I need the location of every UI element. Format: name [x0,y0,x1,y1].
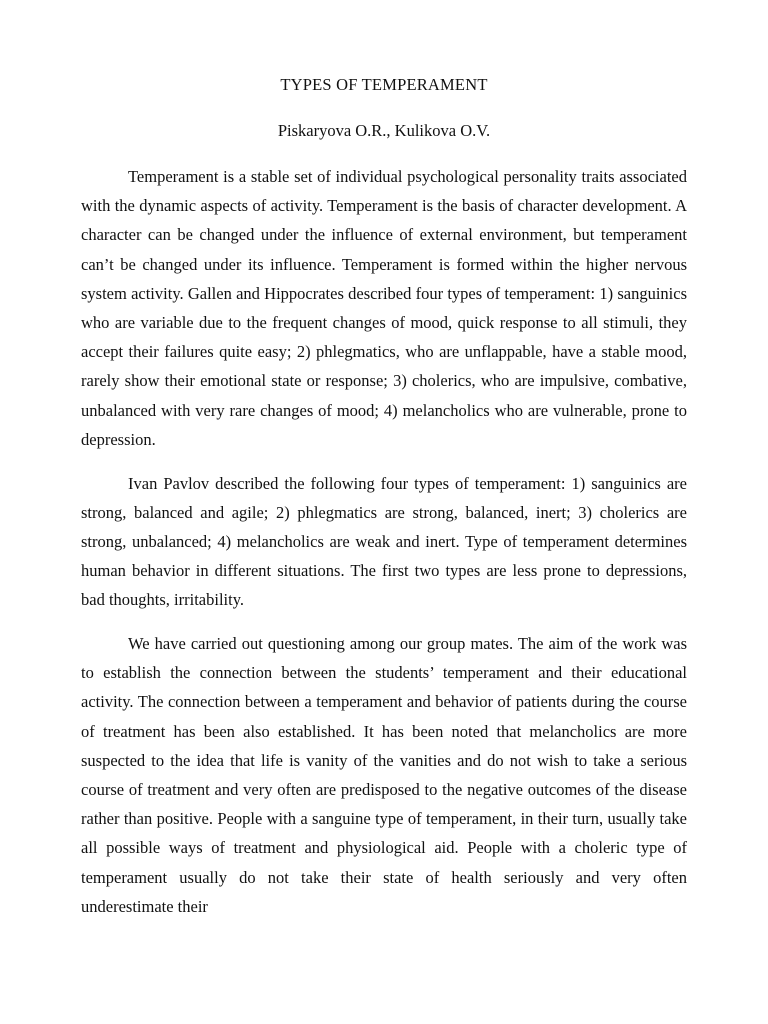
document-title: TYPES OF TEMPERAMENT [280,75,488,94]
paragraph-1: Temperament is a stable set of individual psychological personality traits associated with the dynamic aspects of activity. Temperament is the basis of character development. A character can be changed under the influence of external environment, but temperament can’t be changed under its influence. Temperament is formed within the higher nervous system activity. Gallen and Hippocrates described four types of temperament: 1) sanguinics who are variable due to the frequent changes of mood, quick response to all stimuli, they accept their failures quite easy; 2) phlegmatics, who are unflappable, have a stable mood, rarely show their emotional state or response; 3) cholerics, who are impulsive, combative, unbalanced with very rare changes of mood; 4) melancholics who are vulnerable, prone to depression. [81,167,687,449]
paragraph-3: We have carried out questioning among our group mates. The aim of the work was to establish the connection between the students’ temperament and their educational activity. The connection between a temperament and behavior of patients during the course of treatment has been also established. It has been noted that melancholics are more suspected to the idea that life is vanity of the vanities and do not wish to take a serious course of treatment and very often are predisposed to the negative outcomes of the disease rather than positive. People with a sanguine type of temperament, in their turn, usually take all possible ways of treatment and physiological aid. People with a choleric type of temperament usually do not take their state of health seriously and very often underestimate their [81,634,687,916]
paragraph-2: Ivan Pavlov described the following four types of temperament: 1) sanguinics are strong, balanced and agile; 2) phlegmatics are strong, balanced, inert; 3) cholerics are strong, unbalanced; 4) melancholics are weak and inert. Type of temperament determines human behavior in different situations. The first two types are less prone to depressions, bad thoughts, irritability. [81,473,687,610]
document-authors: Piskaryova O.R., Kulikova O.V. [277,121,491,140]
document-body [81,162,687,936]
